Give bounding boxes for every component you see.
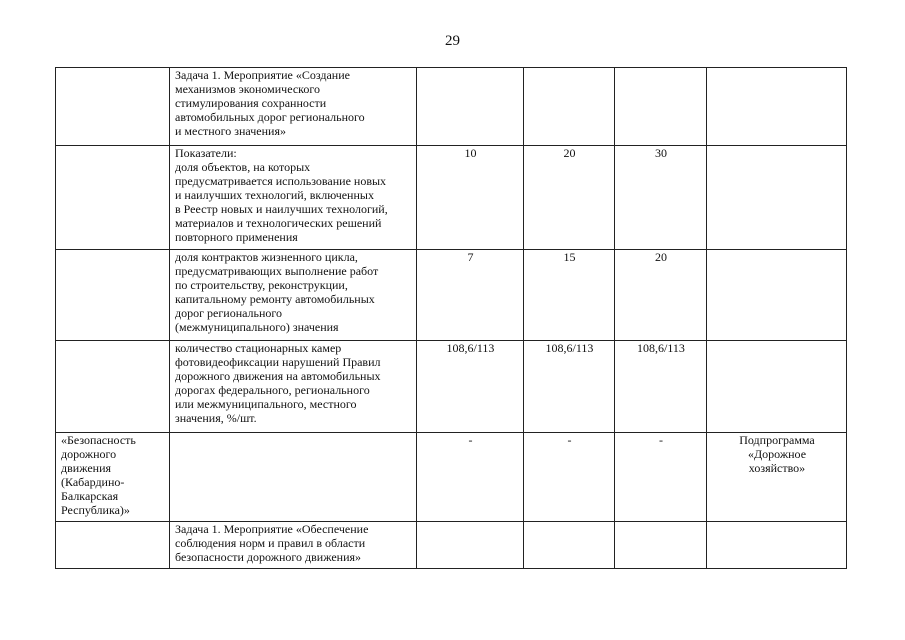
- value-cell-1: 108,6/113: [417, 341, 524, 433]
- related-program-cell: [707, 68, 847, 146]
- subprogram-cell: [56, 250, 170, 341]
- value-cell-2: -: [524, 433, 615, 522]
- value-cell-3: 30: [615, 146, 707, 250]
- task-cell: Задача 1. Мероприятие «Обеспечение соблюдения норм и правил в области безопасности дорожного движения»: [170, 522, 417, 569]
- subprogram-cell: [56, 341, 170, 433]
- value-cell-3: [615, 68, 707, 146]
- subprogram-cell: [56, 522, 170, 569]
- related-program-cell: [707, 146, 847, 250]
- table-row: [56, 341, 847, 433]
- value-cell-3: [615, 522, 707, 569]
- indicator-cell: количество стационарных камер фотовидеофиксации нарушений Правил дорожного движения на автомобильных дорогах федерального, регионального или межмуниципального, местного значения, %/шт.: [170, 341, 417, 433]
- task-cell: [170, 433, 417, 522]
- value-cell-3: -: [615, 433, 707, 522]
- value-cell-1: [417, 68, 524, 146]
- value-cell-1: 7: [417, 250, 524, 341]
- table-row: [56, 146, 847, 250]
- value-cell-2: 108,6/113: [524, 341, 615, 433]
- related-program-cell: [707, 522, 847, 569]
- related-program-cell: Подпрограмма «Дорожное хозяйство»: [707, 433, 847, 522]
- value-cell-2: [524, 68, 615, 146]
- value-cell-3: 20: [615, 250, 707, 341]
- value-cell-2: 15: [524, 250, 615, 341]
- value-cell-3: 108,6/113: [615, 341, 707, 433]
- value-cell-1: 10: [417, 146, 524, 250]
- program-table: [55, 67, 847, 569]
- task-cell: Задача 1. Мероприятие «Создание механизмов экономического стимулирования сохранности автомобильных дорог регионального и местного значения»: [170, 68, 417, 146]
- indicator-cell: Показатели: доля объектов, на которых предусматривается использование новых и наилучших технологий, включенных в Реестр новых и наилучших технологий, материалов и технологических решений повторного применения: [170, 146, 417, 250]
- page-number: 29: [445, 33, 460, 49]
- indicator-cell: доля контрактов жизненного цикла, предусматривающих выполнение работ по строительству, реконструкции, капитальному ремонту автомобильных дорог регионального (межмуниципального) значения: [170, 250, 417, 341]
- table-row: [56, 68, 847, 146]
- table-row: [56, 250, 847, 341]
- value-cell-1: [417, 522, 524, 569]
- table-row: [56, 433, 847, 522]
- table-row: [56, 522, 847, 569]
- value-cell-2: 20: [524, 146, 615, 250]
- related-program-cell: [707, 250, 847, 341]
- subprogram-cell: [56, 68, 170, 146]
- value-cell-1: -: [417, 433, 524, 522]
- related-program-cell: [707, 341, 847, 433]
- value-cell-2: [524, 522, 615, 569]
- subprogram-cell: [56, 146, 170, 250]
- subprogram-name-cell: «Безопасность дорожного движения (Кабардино- Балкарская Республика)»: [56, 433, 170, 522]
